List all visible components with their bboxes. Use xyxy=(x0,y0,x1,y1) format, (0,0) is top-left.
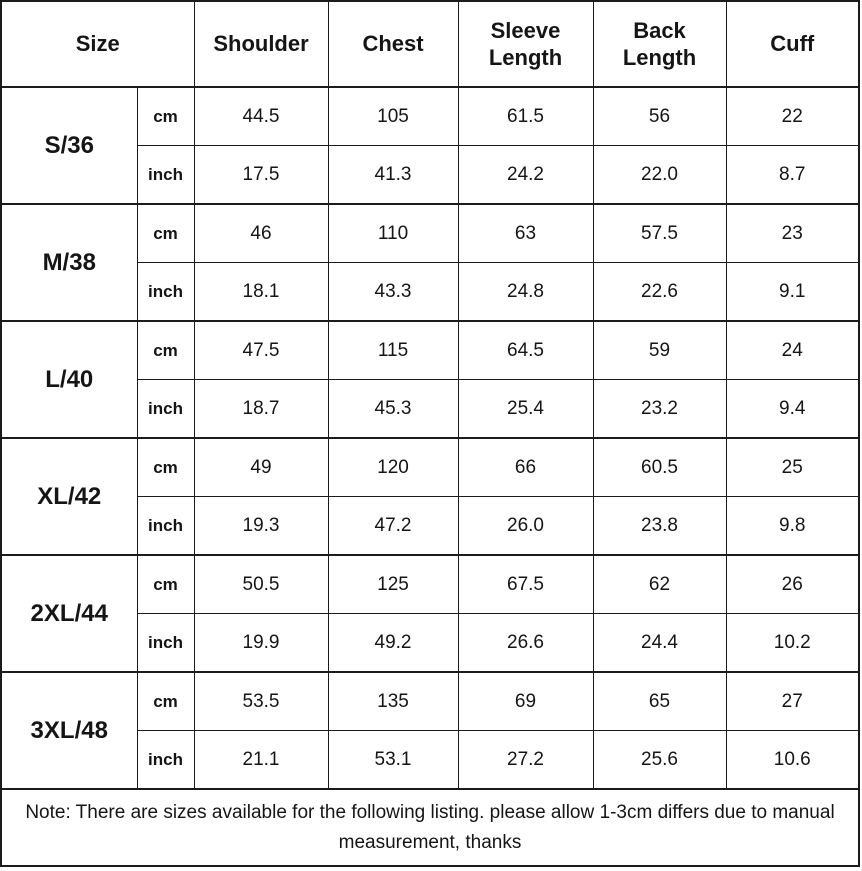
value-cell: 23 xyxy=(726,204,859,263)
value-cell: 24.4 xyxy=(593,614,726,673)
value-cell: 56 xyxy=(593,87,726,146)
value-cell: 22 xyxy=(726,87,859,146)
col-header-cuff: Cuff xyxy=(726,1,859,87)
value-cell: 26 xyxy=(726,555,859,614)
value-cell: 23.8 xyxy=(593,497,726,556)
value-cell: 47.5 xyxy=(194,321,328,380)
value-cell: 44.5 xyxy=(194,87,328,146)
table-row xyxy=(1,321,859,380)
col-header-sleeve-length: Sleeve Length xyxy=(458,1,593,87)
unit-cell-inch: inch xyxy=(137,497,194,556)
size-cell: L/40 xyxy=(1,321,137,438)
col-header-size: Size xyxy=(1,1,194,87)
value-cell: 57.5 xyxy=(593,204,726,263)
value-cell: 43.3 xyxy=(328,263,458,322)
unit-cell-cm: cm xyxy=(137,87,194,146)
value-cell: 69 xyxy=(458,672,593,731)
value-cell: 41.3 xyxy=(328,146,458,205)
value-cell: 59 xyxy=(593,321,726,380)
value-cell: 64.5 xyxy=(458,321,593,380)
table-row xyxy=(1,438,859,497)
value-cell: 120 xyxy=(328,438,458,497)
value-cell: 62 xyxy=(593,555,726,614)
value-cell: 50.5 xyxy=(194,555,328,614)
col-header-back-length: Back Length xyxy=(593,1,726,87)
unit-cell-inch: inch xyxy=(137,380,194,439)
value-cell: 8.7 xyxy=(726,146,859,205)
value-cell: 26.6 xyxy=(458,614,593,673)
value-cell: 135 xyxy=(328,672,458,731)
value-cell: 105 xyxy=(328,87,458,146)
value-cell: 61.5 xyxy=(458,87,593,146)
value-cell: 24.2 xyxy=(458,146,593,205)
note-row xyxy=(1,789,859,866)
value-cell: 22.0 xyxy=(593,146,726,205)
value-cell: 25.4 xyxy=(458,380,593,439)
unit-cell-cm: cm xyxy=(137,672,194,731)
value-cell: 49.2 xyxy=(328,614,458,673)
unit-cell-inch: inch xyxy=(137,146,194,205)
value-cell: 22.6 xyxy=(593,263,726,322)
value-cell: 47.2 xyxy=(328,497,458,556)
value-cell: 27 xyxy=(726,672,859,731)
value-cell: 65 xyxy=(593,672,726,731)
value-cell: 24.8 xyxy=(458,263,593,322)
value-cell: 18.7 xyxy=(194,380,328,439)
unit-cell-cm: cm xyxy=(137,438,194,497)
col-header-shoulder: Shoulder xyxy=(194,1,328,87)
table-row xyxy=(1,555,859,614)
value-cell: 115 xyxy=(328,321,458,380)
value-cell: 19.3 xyxy=(194,497,328,556)
size-cell: XL/42 xyxy=(1,438,137,555)
value-cell: 26.0 xyxy=(458,497,593,556)
note-text: Note: There are sizes available for the following listing. please allow 1-3cm differs due to manual measurement, thanks xyxy=(1,789,859,866)
value-cell: 17.5 xyxy=(194,146,328,205)
value-cell: 25.6 xyxy=(593,731,726,790)
table-row xyxy=(1,87,859,146)
value-cell: 110 xyxy=(328,204,458,263)
value-cell: 10.2 xyxy=(726,614,859,673)
value-cell: 53.1 xyxy=(328,731,458,790)
size-cell: 2XL/44 xyxy=(1,555,137,672)
unit-cell-inch: inch xyxy=(137,263,194,322)
value-cell: 18.1 xyxy=(194,263,328,322)
value-cell: 21.1 xyxy=(194,731,328,790)
table-row xyxy=(1,672,859,731)
size-cell: 3XL/48 xyxy=(1,672,137,789)
value-cell: 46 xyxy=(194,204,328,263)
unit-cell-inch: inch xyxy=(137,731,194,790)
value-cell: 66 xyxy=(458,438,593,497)
value-cell: 49 xyxy=(194,438,328,497)
header-row xyxy=(1,1,859,87)
value-cell: 10.6 xyxy=(726,731,859,790)
value-cell: 9.1 xyxy=(726,263,859,322)
value-cell: 53.5 xyxy=(194,672,328,731)
value-cell: 25 xyxy=(726,438,859,497)
size-cell: M/38 xyxy=(1,204,137,321)
value-cell: 63 xyxy=(458,204,593,263)
unit-cell-cm: cm xyxy=(137,555,194,614)
value-cell: 19.9 xyxy=(194,614,328,673)
value-cell: 67.5 xyxy=(458,555,593,614)
value-cell: 9.4 xyxy=(726,380,859,439)
size-cell: S/36 xyxy=(1,87,137,204)
table-row xyxy=(1,204,859,263)
value-cell: 9.8 xyxy=(726,497,859,556)
unit-cell-cm: cm xyxy=(137,204,194,263)
unit-cell-inch: inch xyxy=(137,614,194,673)
unit-cell-cm: cm xyxy=(137,321,194,380)
col-header-chest: Chest xyxy=(328,1,458,87)
value-cell: 125 xyxy=(328,555,458,614)
value-cell: 24 xyxy=(726,321,859,380)
value-cell: 45.3 xyxy=(328,380,458,439)
value-cell: 27.2 xyxy=(458,731,593,790)
value-cell: 23.2 xyxy=(593,380,726,439)
value-cell: 60.5 xyxy=(593,438,726,497)
